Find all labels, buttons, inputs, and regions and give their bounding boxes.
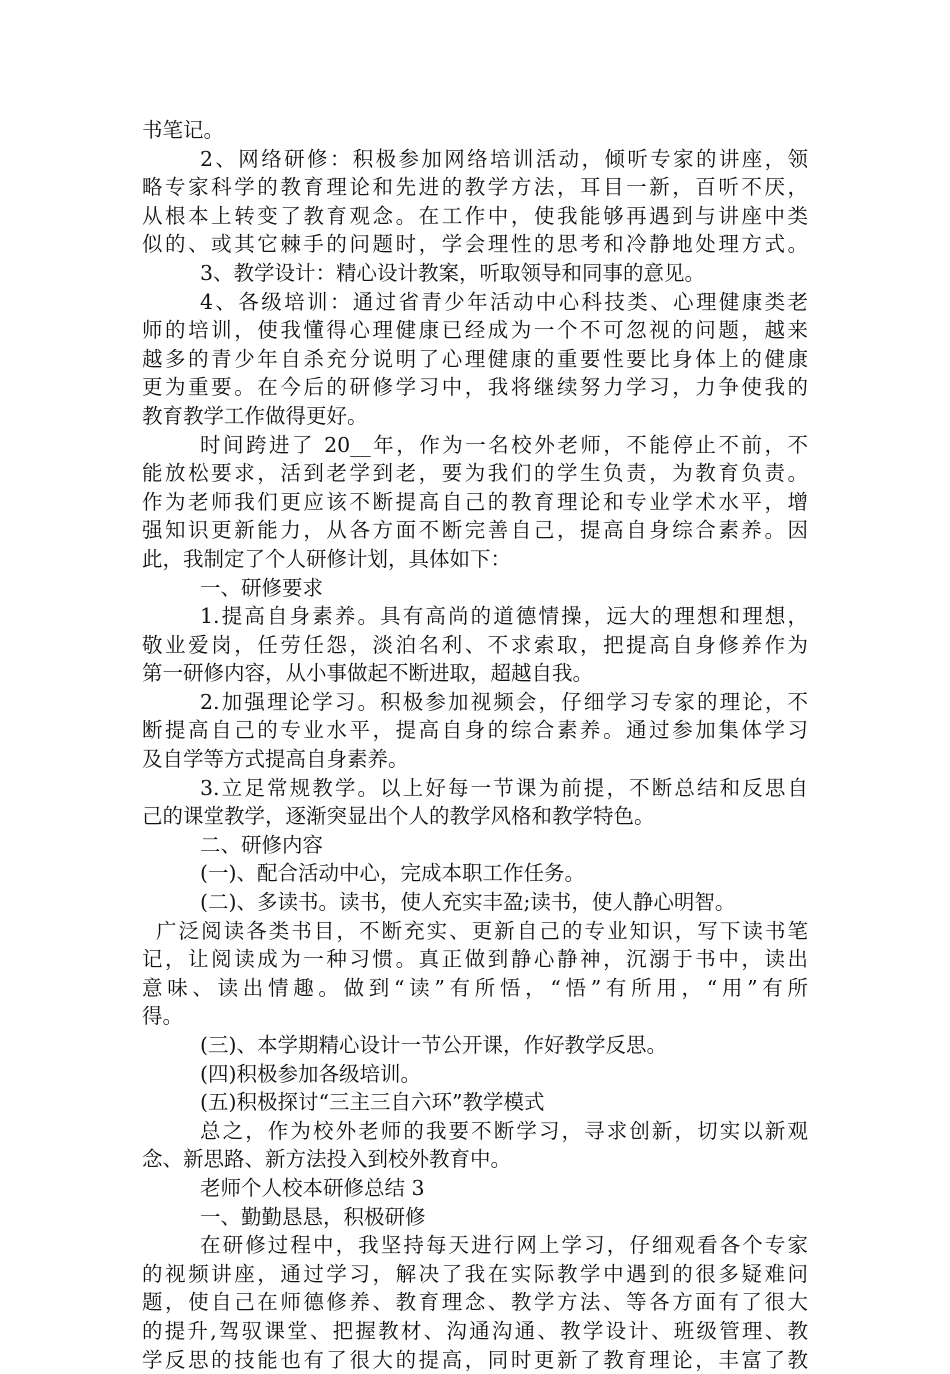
text-line: 似的、或其它棘手的问题时，学会理性的思考和冷静地处理方式。 xyxy=(142,232,808,257)
section-heading: 二、研修内容 xyxy=(200,832,323,857)
text-line: 作为老师我们更应该不断提高自己的教育理论和专业学术水平，增 xyxy=(142,489,808,514)
text-line: 第一研修内容，从小事做起不断进取，超越自我。 xyxy=(142,661,593,686)
text-line: 在研修过程中，我坚持每天进行网上学习，仔细观看各个专家 xyxy=(200,1233,808,1258)
text-line: 略专家科学的教育理论和先进的教学方法，耳目一新，百听不厌， xyxy=(142,175,808,200)
text-line: 强知识更新能力，从各方面不断完善自己，提高自身综合素养。因 xyxy=(142,518,808,543)
text-line: 敬业爱岗，任劳任怨，淡泊名利、不求索取，把提高自身修养作为 xyxy=(142,632,808,657)
text-line: 及自学等方式提高自身素养。 xyxy=(142,747,409,772)
text-line: 书笔记。 xyxy=(142,118,224,142)
section-heading: 一、勤勤恳恳，积极研修 xyxy=(200,1204,426,1229)
text-line: (三)、本学期精心设计一节公开课，作好教学反思。 xyxy=(200,1033,667,1057)
text-line: 记，让阅读成为一种习惯。真正做到静心静神，沉溺于书中，读出 xyxy=(142,947,808,972)
text-line: 3、教学设计：精心设计教案，听取领导和同事的意见。 xyxy=(200,260,706,285)
text-line: (五)积极探讨“三主三自六环”教学模式 xyxy=(200,1090,545,1115)
text-line: 断提高自己的专业水平，提高自身的综合素养。通过参加集体学习 xyxy=(142,718,808,743)
text-line: 教育教学工作做得更好。 xyxy=(142,403,368,428)
text-line: 1.提高自身素养。具有高尚的道德情操，远大的理想和理想， xyxy=(200,604,808,629)
text-line: 更为重要。在今后的研修学习中，我将继续努力学习，力争使我的 xyxy=(142,375,808,400)
text-line: 总之，作为校外老师的我要不断学习，寻求创新，切实以新观 xyxy=(200,1118,808,1143)
text-line: 的视频讲座，通过学习，解决了我在实际教学中遇到的很多疑难问 xyxy=(142,1261,808,1286)
text-line: 学反思的技能也有了很大的提高，同时更新了教育理论，丰富了教 xyxy=(142,1347,808,1372)
section-title: 老师个人校本研修总结 3 xyxy=(200,1175,425,1200)
text-line: 4、各级培训：通过省青少年活动中心科技类、心理健康类老 xyxy=(200,289,808,314)
text-line: 从根本上转变了教育观念。在工作中，使我能够再遇到与讲座中类 xyxy=(142,203,808,228)
text-line: 己的课堂教学，逐渐突显出个人的教学风格和教学特色。 xyxy=(142,804,655,829)
text-line: 意味、读出情趣。做到“读”有所悟，“悟”有所用，“用”有所 xyxy=(142,975,808,1000)
text-line: 的提升,驾驭课堂、把握教材、沟通沟通、教学设计、班级管理、教 xyxy=(142,1318,808,1343)
section-heading: 一、研修要求 xyxy=(200,575,323,600)
text-line: 得。 xyxy=(142,1004,183,1029)
text-line: 能放松要求，活到老学到老，要为我们的学生负责，为教育负责。 xyxy=(142,461,808,486)
text-line: 师的培训，使我懂得心理健康已经成为一个不可忽视的问题，越来 xyxy=(142,318,808,343)
text-line: 广泛阅读各类书目，不断充实、更新自己的专业知识，写下读书笔 xyxy=(156,918,808,943)
text-line: 题，使自己在师德修养、教育理念、教学方法、等各方面有了很大 xyxy=(142,1290,808,1315)
text-line: (二)、多读书。读书，使人充实丰盈;读书，使人静心明智。 xyxy=(200,890,736,915)
text-line: 时间跨进了 20__年，作为一名校外老师，不能停止不前，不 xyxy=(200,432,808,457)
text-line: 3.立足常规教学。以上好每一节课为前提，不断总结和反思自 xyxy=(200,775,808,800)
text-line: 2、网络研修：积极参加网络培训活动，倾听专家的讲座，领 xyxy=(200,146,808,171)
text-line: 2.加强理论学习。积极参加视频会，仔细学习专家的理论，不 xyxy=(200,689,808,714)
text-line: (四)积极参加各级培训。 xyxy=(200,1061,421,1086)
text-line: 越多的青少年自杀充分说明了心理健康的重要性要比身体上的健康 xyxy=(142,346,808,371)
text-line: 念、新思路、新方法投入到校外教育中。 xyxy=(142,1147,511,1172)
text-line: (一)、配合活动中心，完成本职工作任务。 xyxy=(200,861,585,886)
text-line: 此，我制定了个人研修计划，具体如下： xyxy=(142,546,511,571)
document-page xyxy=(142,116,808,1374)
